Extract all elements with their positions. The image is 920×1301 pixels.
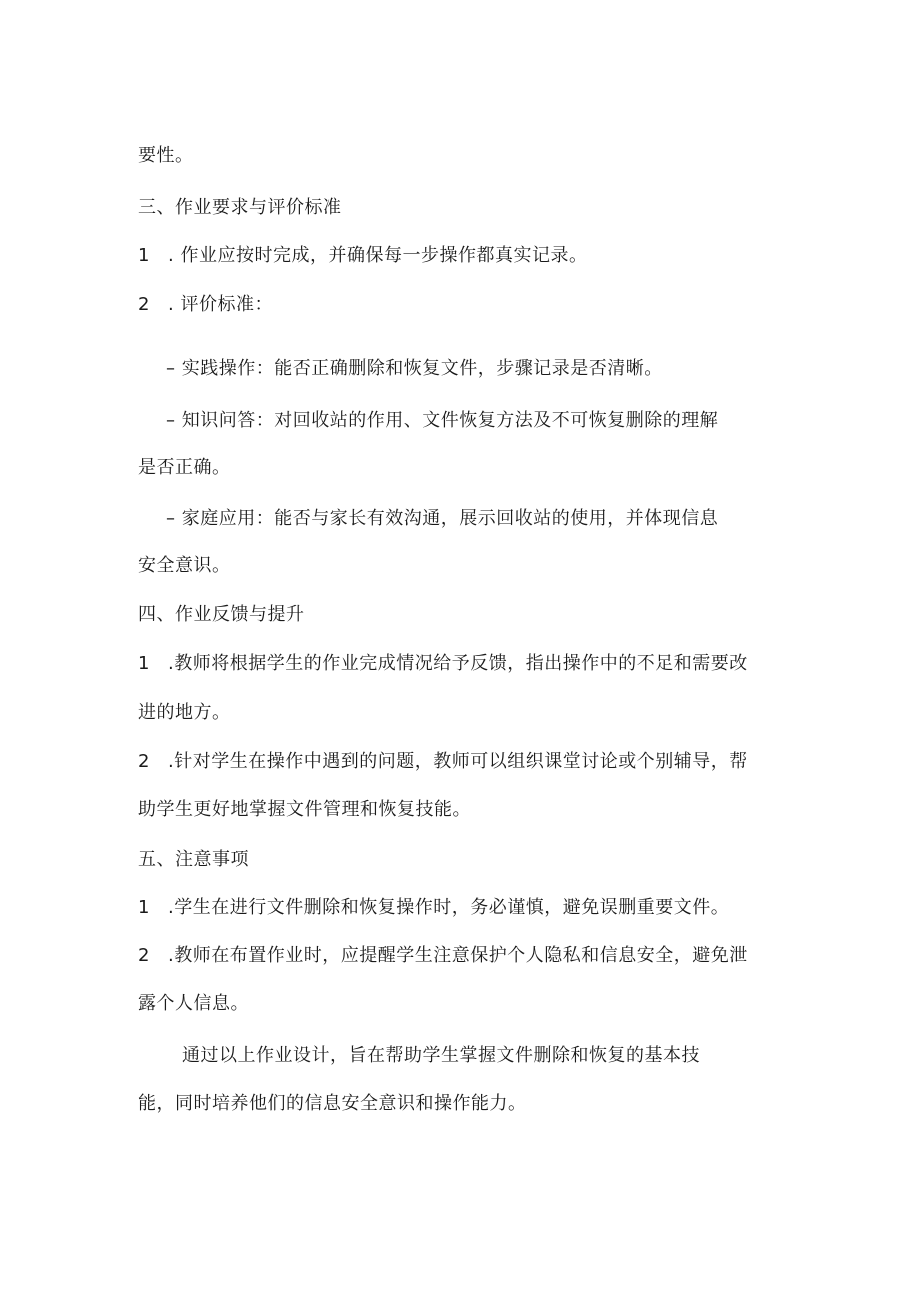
text-line-continuation [138, 701, 231, 725]
line-text: 进的地方。 [138, 702, 231, 723]
list-text: .针对学生在操作中遇到的问题，教师可以组织课堂讨论或个别辅导，帮 [168, 751, 748, 772]
criteria-item-knowledge [166, 409, 718, 433]
list-text: .教师将根据学生的作业完成情况给予反馈，指出操作中的不足和需要改 [168, 653, 748, 674]
line-text: 要性。 [138, 145, 194, 166]
summary-text: 通过以上作业设计，旨在帮助学生掌握文件删除和恢复的基本技 [182, 1045, 700, 1066]
list-text: . 评价标准： [168, 294, 273, 315]
list-text: .教师在布置作业时，应提醒学生注意保护个人隐私和信息安全，避免泄 [168, 945, 748, 966]
heading-text: 五、注意事项 [138, 849, 249, 870]
text-line-continuation [138, 554, 231, 578]
section-heading-notes [138, 848, 249, 872]
summary-paragraph [182, 1044, 700, 1068]
section-heading-feedback [138, 603, 305, 627]
list-item-requirement-1 [138, 244, 587, 268]
list-item-requirement-2 [138, 293, 273, 317]
text-line-continuation [138, 144, 194, 168]
line-text: 露个人信息。 [138, 993, 249, 1014]
section-heading-requirements [138, 196, 342, 220]
list-number: 2 [138, 751, 150, 772]
list-item-notes-2 [138, 944, 748, 968]
criteria-text: – 家庭应用：能否与家长有效沟通，展示回收站的使用，并体现信息 [166, 508, 719, 529]
text-line-continuation [138, 1092, 527, 1116]
heading-text: 三、作业要求与评价标准 [138, 197, 342, 218]
heading-text: 四、作业反馈与提升 [138, 604, 305, 625]
criteria-item-family [166, 507, 718, 531]
line-text: 安全意识。 [138, 555, 231, 576]
text-line-continuation [138, 798, 471, 822]
list-number: 1 [138, 653, 150, 674]
list-item-notes-1 [138, 896, 729, 920]
list-text: .学生在进行文件删除和恢复操作时，务必谨慎，避免误删重要文件。 [168, 897, 730, 918]
list-item-feedback-2 [138, 750, 748, 774]
line-text: 助学生更好地掌握文件管理和恢复技能。 [138, 799, 471, 820]
criteria-text: – 知识问答：对回收站的作用、文件恢复方法及不可恢复删除的理解 [166, 410, 719, 431]
list-text: . 作业应按时完成，并确保每一步操作都真实记录。 [168, 245, 588, 266]
line-text: 是否正确。 [138, 457, 231, 478]
list-item-feedback-1 [138, 652, 748, 676]
text-line-continuation [138, 456, 231, 480]
criteria-item-practice [166, 357, 663, 381]
list-number: 1 [138, 245, 150, 266]
text-line-continuation [138, 992, 249, 1016]
list-number: 2 [138, 945, 150, 966]
list-number: 1 [138, 897, 150, 918]
list-number: 2 [138, 294, 150, 315]
criteria-text: – 实践操作：能否正确删除和恢复文件，步骤记录是否清晰。 [166, 358, 663, 379]
line-text: 能，同时培养他们的信息安全意识和操作能力。 [138, 1093, 527, 1114]
